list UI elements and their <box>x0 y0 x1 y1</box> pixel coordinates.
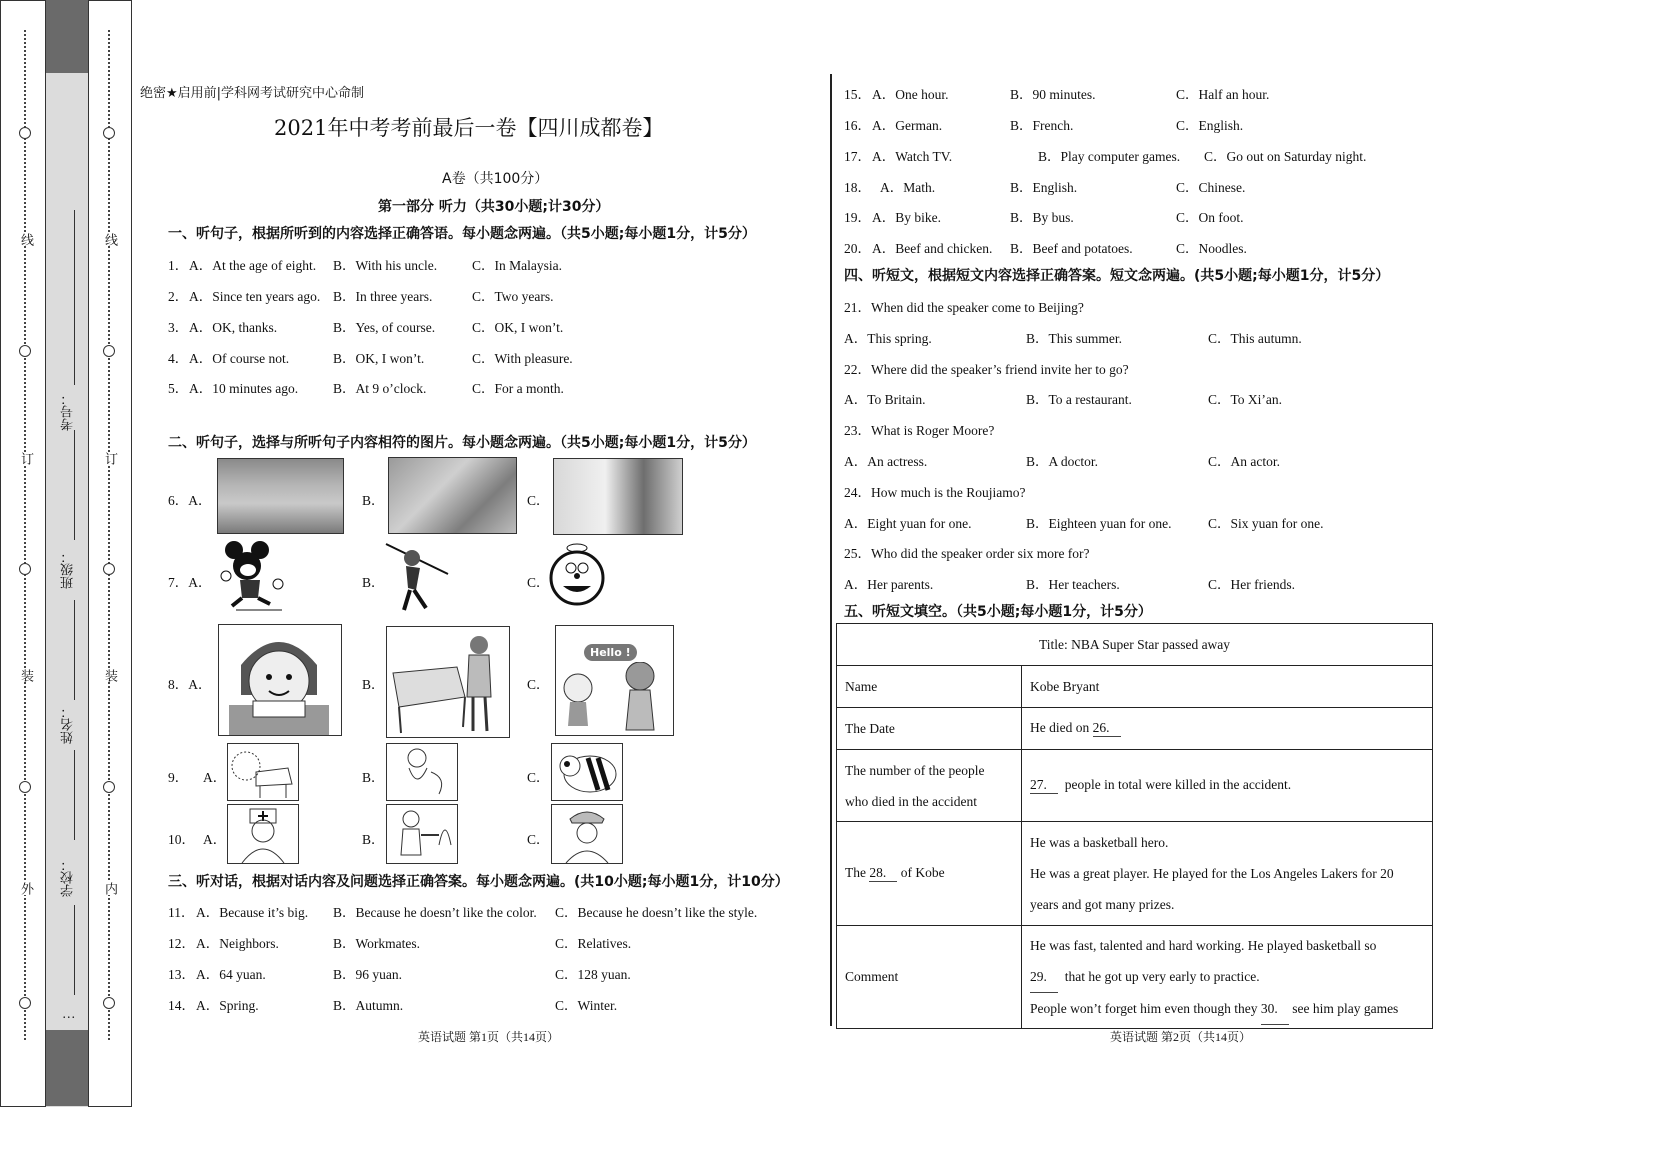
cut-circle <box>19 563 31 575</box>
option-a: A．Watch TV. <box>872 149 953 164</box>
option-c: C．Go out on Saturday night. <box>1204 149 1367 164</box>
option-b: B．This summer. <box>1026 331 1123 346</box>
field-line <box>74 210 75 385</box>
section2-heading: 二、听句子，选择与所听句子内容相符的图片。每小题念两遍。（共5小题;每小题1分，计5分） <box>168 435 756 451</box>
option-a: A．At the age of eight. <box>189 258 317 273</box>
binding-mark: 线 <box>103 233 118 246</box>
option-a: A．Eight yuan for one. <box>844 516 972 531</box>
table-title: Title: NBA Super Star passed away <box>837 624 1433 666</box>
option-b: B．Eighteen yuan for one. <box>1026 516 1172 531</box>
picture-label: C． <box>527 832 550 847</box>
option-c: C．In Malaysia. <box>472 258 562 273</box>
question-number: 11． <box>168 905 195 920</box>
picture-label: C． <box>527 677 550 692</box>
binding-band-top <box>46 0 88 73</box>
binding-mark: 装 <box>19 669 34 682</box>
cut-circle <box>103 127 115 139</box>
option-b: B．Her teachers. <box>1026 577 1120 592</box>
fill-in-table <box>836 623 1433 1029</box>
option-c: C．Her friends. <box>1208 577 1295 592</box>
field-label-school: 学校： <box>60 858 75 897</box>
cut-circle <box>103 997 115 1009</box>
binding-mark: 订 <box>19 452 34 465</box>
comment-line3 <box>1030 993 1424 1025</box>
kobe-label-cell <box>837 822 1022 926</box>
kobe-line3: years and got many prizes. <box>1030 897 1175 912</box>
option-b: B．Because he doesn’t like the color. <box>333 905 537 920</box>
option-c: C．Winter. <box>555 998 618 1013</box>
page-footer: 英语试题 第2页（共14页） <box>1110 1030 1252 1044</box>
police-officer-image <box>551 804 623 864</box>
page-footer: 英语试题 第1页（共14页） <box>418 1030 560 1044</box>
cut-circle <box>103 781 115 793</box>
field-line <box>74 430 75 540</box>
of-kobe-label: of Kobe <box>900 865 945 880</box>
question-number: 16． <box>844 118 871 133</box>
hello-figures-icon <box>556 662 671 734</box>
option-b: B．96 yuan. <box>333 967 402 982</box>
binding-mark: 内 <box>103 882 118 895</box>
question-number: 13． <box>168 967 195 982</box>
option-b: B．At 9 o’clock. <box>333 381 427 396</box>
picture-label: B． <box>362 770 385 785</box>
option-c: C．Six yuan for one. <box>1208 516 1324 531</box>
picture-label: 8．A． <box>168 677 212 692</box>
page-title: 2021年中考考前最后一卷【四川成都卷】 <box>274 116 664 140</box>
question-number: 5． <box>168 381 189 396</box>
option-a: A．Her parents. <box>844 577 934 592</box>
question-number: 1． <box>168 258 189 273</box>
blank-26[interactable]: 26. <box>1093 720 1121 737</box>
date-cell <box>1022 708 1433 750</box>
binding-mark: 外 <box>19 882 34 895</box>
picture-label: 7．A． <box>168 575 212 590</box>
cut-circle <box>103 563 115 575</box>
binding-ellipsis: … <box>62 1006 76 1021</box>
option-b: B．OK, I won’t. <box>333 351 425 366</box>
option-c: C．Two years. <box>472 289 554 304</box>
cut-circle <box>19 127 31 139</box>
date-prefix: He died on <box>1030 720 1093 735</box>
comment-cell <box>1022 926 1433 1029</box>
question-number: 20． <box>844 241 871 256</box>
field-line <box>74 600 75 700</box>
binding-mark: 线 <box>19 233 34 246</box>
option-b: B．With his uncle. <box>333 258 438 273</box>
question-number: 15． <box>844 87 871 102</box>
binding-mark: 订 <box>103 452 118 465</box>
kobe-value-cell <box>1022 822 1433 926</box>
firefighter-image <box>386 804 458 864</box>
binding-mark: 装 <box>103 669 118 682</box>
option-a: A．Of course not. <box>189 351 290 366</box>
question-number: 19． <box>844 210 871 225</box>
option-b: B．Workmates. <box>333 936 421 951</box>
option-b: B．By bus. <box>1010 210 1074 225</box>
section4-heading: 四、听短文，根据短文内容选择正确答案。短文念两遍。(共5小题;每小题1分，计5分） <box>844 268 1390 284</box>
volume-label: A卷（共100分） <box>442 171 549 187</box>
kobe-line2: He was a great player. He played for the Los Angeles Lakers for 20 <box>1030 866 1394 881</box>
comment-line1: He was fast, talented and hard working. He played basketball so <box>1030 937 1377 953</box>
cut-circle <box>19 345 31 357</box>
cut-circle <box>19 997 31 1009</box>
option-c: C．To Xi’an. <box>1208 392 1283 407</box>
confidential-note: 绝密★启用前|学科网考试研究中心命制 <box>140 86 365 101</box>
people-value-cell <box>1022 750 1433 822</box>
picture-label: B． <box>362 493 385 508</box>
option-b: B．To a restaurant. <box>1026 392 1132 407</box>
question-number: 2． <box>168 289 189 304</box>
option-b: B．French. <box>1010 118 1074 133</box>
question-text: 23．What is Roger Moore? <box>844 423 995 438</box>
question-number: 14． <box>168 998 195 1013</box>
option-c: C．OK, I won’t. <box>472 320 564 335</box>
option-c: C．This autumn. <box>1208 331 1302 346</box>
section3-heading: 三、听对话，根据对话内容及问题选择正确答案。每小题念两遍。(共10小题;每小题1分，计10分） <box>168 874 789 890</box>
field-label-class: 班级： <box>60 550 75 589</box>
option-c: C．Because he doesn’t like the style. <box>555 905 758 920</box>
option-c: C．An actor. <box>1208 454 1280 469</box>
question-number: 12． <box>168 936 195 951</box>
banquet-hall-photo <box>217 458 344 534</box>
blank-28[interactable]: 28. <box>869 865 897 882</box>
option-a: A．Math. <box>880 180 936 195</box>
cut-circle <box>103 345 115 357</box>
comment-line3a: People won’t forget him even though they <box>1030 1000 1261 1016</box>
option-b: B．Autumn. <box>333 998 404 1013</box>
option-a: A．Because it’s big. <box>196 905 309 920</box>
name-label: Name <box>837 666 1022 708</box>
option-c: C．Half an hour. <box>1176 87 1270 102</box>
field-line <box>74 905 75 995</box>
option-b: B．A doctor. <box>1026 454 1099 469</box>
question-number: 18． <box>844 180 871 195</box>
panda-image <box>551 743 623 801</box>
comment-line3b: see him play games <box>1292 1000 1399 1016</box>
option-c: C．With pleasure. <box>472 351 573 366</box>
question-text: 25．Who did the speaker order six more for? <box>844 546 1090 561</box>
boy-painting-image <box>386 626 510 738</box>
option-b: B．Beef and potatoes. <box>1010 241 1133 256</box>
blank-27[interactable]: 27. <box>1030 777 1058 794</box>
cut-circle <box>19 781 31 793</box>
mickey-mouse-image <box>212 540 294 612</box>
the-label: The <box>845 865 870 880</box>
option-c: C．128 yuan. <box>555 967 631 982</box>
option-a: A．Since ten years ago. <box>189 289 321 304</box>
lion-image <box>227 743 299 801</box>
comment-line2-text: that he got up very early to practice. <box>1064 968 1260 984</box>
picture-label: C． <box>527 575 550 590</box>
monkey-king-image <box>382 538 452 614</box>
hello-greeting-image <box>555 625 674 736</box>
option-a: A．This spring. <box>844 331 932 346</box>
monkey-image <box>386 743 458 801</box>
question-number: 17． <box>844 149 871 164</box>
field-line <box>74 750 75 840</box>
option-c: C．Relatives. <box>555 936 632 951</box>
date-label: The Date <box>837 708 1022 750</box>
picture-label: A． <box>203 770 227 785</box>
option-a: A．To Britain. <box>844 392 926 407</box>
picture-label: B． <box>362 677 385 692</box>
question-text: 21．When did the speaker come to Beijing? <box>844 300 1084 315</box>
option-a: A．10 minutes ago. <box>189 381 299 396</box>
question-number: 4． <box>168 351 189 366</box>
family-dinner-photo <box>553 458 683 535</box>
people-label-line2: who died in the accident <box>845 793 977 809</box>
kobe-line1: He was a basketball hero. <box>1030 835 1169 850</box>
option-b: B．Play computer games. <box>1038 149 1181 164</box>
picture-label: B． <box>362 575 385 590</box>
option-a: A．An actress. <box>844 454 928 469</box>
comment-label: Comment <box>837 926 1022 1029</box>
option-b: B．Yes, of course. <box>333 320 436 335</box>
part-label: 第一部分 听力（共30小题;计30分） <box>378 199 610 215</box>
picture-label: C． <box>527 770 550 785</box>
people-label-cell <box>837 750 1022 822</box>
people-label-line1: The number of the people <box>845 762 985 778</box>
question-number: 9． <box>168 770 189 785</box>
picture-label: 6．A． <box>168 493 212 508</box>
name-value: Kobe Bryant <box>1022 666 1433 708</box>
blank-30[interactable]: 30. <box>1261 993 1289 1025</box>
option-a: A．Neighbors. <box>196 936 279 951</box>
binding-band-bottom <box>46 1030 88 1106</box>
question-number: 10． <box>168 832 195 847</box>
hello-speech-bubble: Hello ! <box>584 644 637 661</box>
comment-line2 <box>1030 961 1424 993</box>
question-text: 24．How much is the Roujiamo? <box>844 485 1026 500</box>
field-label-exam-no: 考号： <box>60 392 75 431</box>
field-label-name: 姓名： <box>60 705 75 744</box>
picture-label: C． <box>527 493 550 508</box>
doraemon-image <box>547 540 607 612</box>
people-value: people in total were killed in the accident. <box>1064 777 1292 792</box>
option-a: A．Spring. <box>196 998 259 1013</box>
option-a: A．German. <box>872 118 943 133</box>
section1-heading: 一、听句子，根据所听到的内容选择正确答语。每小题念两遍。（共5小题;每小题1分，计5分） <box>168 226 756 242</box>
option-b: B．90 minutes. <box>1010 87 1096 102</box>
blank-29[interactable]: 29. <box>1030 961 1058 993</box>
option-a: A．OK, thanks. <box>189 320 278 335</box>
option-c: C．Noodles. <box>1176 241 1247 256</box>
option-a: A．One hour. <box>872 87 949 102</box>
option-c: C．For a month. <box>472 381 564 396</box>
option-a: A．64 yuan. <box>196 967 266 982</box>
question-number: 3． <box>168 320 189 335</box>
option-c: C．On foot. <box>1176 210 1244 225</box>
doctor-image <box>227 804 299 864</box>
option-a: A．By bike. <box>872 210 941 225</box>
option-a: A．Beef and chicken. <box>872 241 993 256</box>
section5-heading: 五、听短文填空。（共5小题;每小题1分，计5分） <box>844 604 1152 620</box>
page-divider <box>830 74 832 1026</box>
question-text: 22．Where did the speaker’s friend invite her to go? <box>844 362 1129 377</box>
food-tray-photo <box>388 457 517 534</box>
option-b: B．In three years. <box>333 289 433 304</box>
boy-reading-image <box>218 624 342 736</box>
option-c: C．English. <box>1176 118 1244 133</box>
picture-label: B． <box>362 832 385 847</box>
option-c: C．Chinese. <box>1176 180 1246 195</box>
option-b: B．English. <box>1010 180 1078 195</box>
picture-label: A． <box>203 832 227 847</box>
